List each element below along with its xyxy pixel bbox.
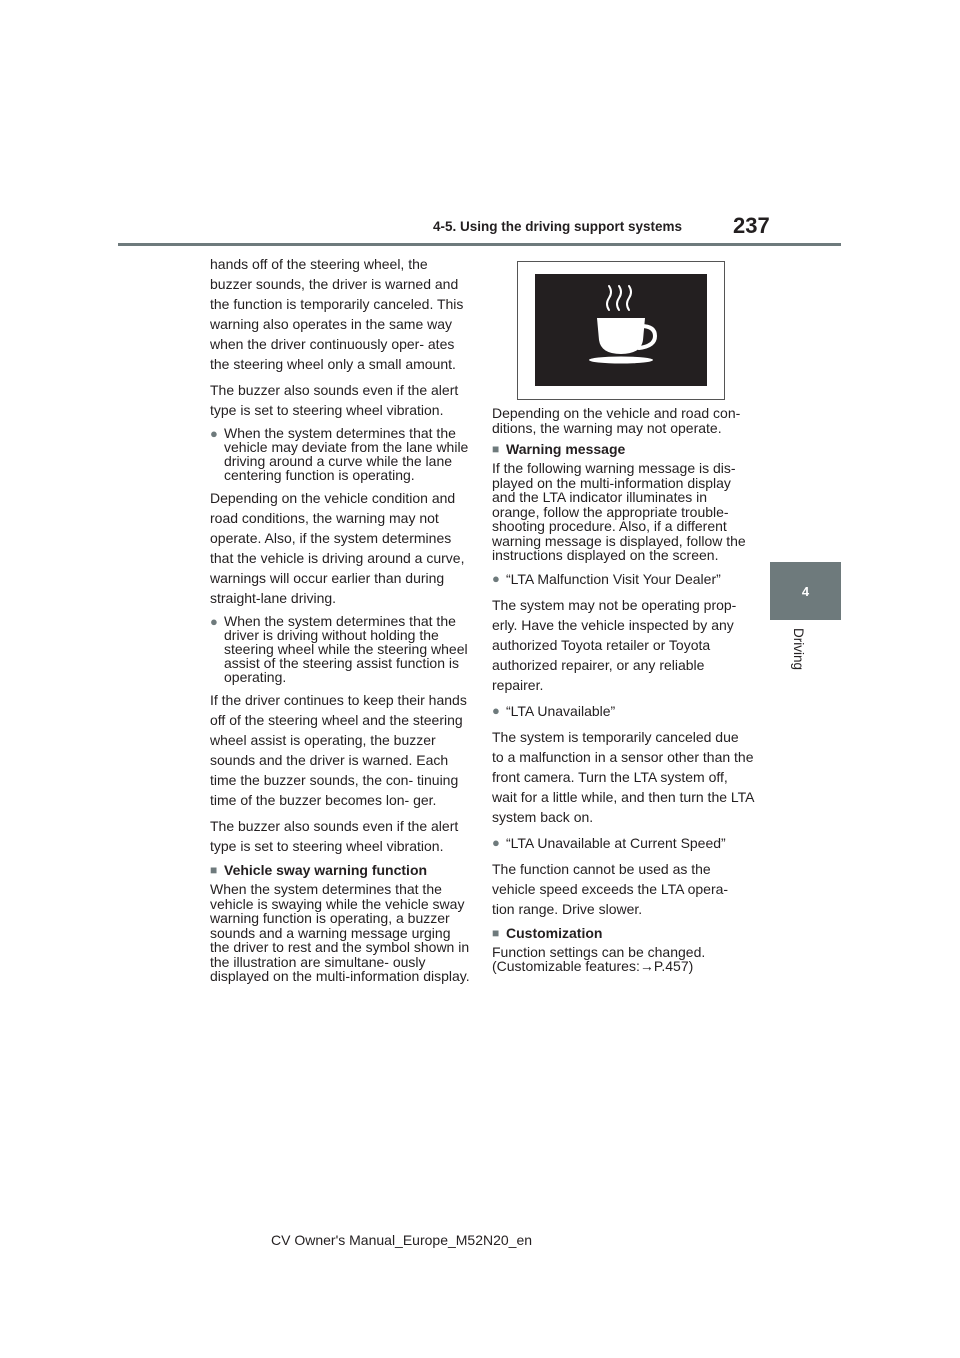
paragraph: The function cannot be used as the vehicle speed exceeds the LTA opera- tion range. Drive slower. <box>492 860 729 917</box>
bullet-dot-icon: ● <box>210 426 218 441</box>
heading-text: Warning message <box>506 441 626 457</box>
paragraph: Function settings can be changed. (Customizable features:→P.457) <box>492 943 706 974</box>
heading-text: Customization <box>506 924 603 941</box>
coffee-cup-icon <box>535 274 707 386</box>
square-bullet-icon: ■ <box>210 863 218 877</box>
right-column <box>492 406 754 980</box>
bullet-text: When the system determines that the vehicle may deviate from the lane while driving around a curve while the lane centering function is operating. <box>224 425 469 483</box>
footer-text: CV Owner's Manual_Europe_M52N20_en <box>271 1232 533 1248</box>
square-bullet-icon: ■ <box>492 442 500 456</box>
bullet-text: “LTA Unavailable at Current Speed” <box>506 834 726 851</box>
bullet-text: “LTA Unavailable” <box>506 702 616 719</box>
section-title: 4-5. Using the driving support systems <box>433 219 683 234</box>
paragraph: Depending on the vehicle condition and road conditions, the warning may not operate. Also, if the system determines that the vehicle is driving around a curve, warnings will occur earlier than during straight-lane driving. <box>210 490 465 606</box>
header-rule <box>118 243 841 246</box>
bullet-item <box>210 614 472 684</box>
paragraph: The buzzer also sounds even if the alert type is set to steering wheel vibration. <box>210 818 459 854</box>
bullet-text: When the system determines that the driver is driving without holding the steering wheel while the steering wheel assist of the steering assist function is operating. <box>224 613 468 685</box>
chapter-tab[interactable] <box>770 562 841 620</box>
bullet-item <box>210 426 472 482</box>
heading-text: Vehicle sway warning function <box>224 862 428 878</box>
section-heading <box>210 862 472 878</box>
bullet-dot-icon: ● <box>492 702 500 718</box>
paragraph: If the following warning message is dis- played on the multi-information display and the LTA indicator illuminates in orange, follow the appropriate trouble- shooting procedure. Also, if a different warning message is displayed, follow the instructions displayed on the screen. <box>492 460 746 563</box>
paragraph: The system is temporarily canceled due to a malfunction in a sensor other than the front camera. Turn the LTA system off, wait for a little while, and then turn the LTA system back on. <box>492 728 754 825</box>
section-heading <box>492 441 754 457</box>
section-heading <box>492 925 754 941</box>
paragraph: Depending on the vehicle and road con- ditions, the warning may not operate. <box>492 405 741 436</box>
paragraph: If the driver continues to keep their hands off of the steering wheel and the steering wheel assist is operating, the buzzer sounds and the driver is warned. Each time the buzzer sounds, the con- tinuing time of the buzzer becomes lon- ger. <box>210 692 467 808</box>
page-number: 237 <box>733 213 770 238</box>
square-bullet-icon: ■ <box>492 925 500 940</box>
paragraph: When the system determines that the vehicle is swaying while the vehicle sway warning function is operating, a buzzer sounds and a warning message urging the driver to rest and the symbol shown in the illustration are simultane- ously displayed on the multi-information display. <box>210 881 470 984</box>
bullet-item <box>492 701 754 721</box>
bullet-dot-icon: ● <box>492 570 500 586</box>
chapter-number: 4 <box>801 583 810 599</box>
paragraph: The system may not be operating prop- erly. Have the vehicle inspected by any authorized Toyota retailer or Toyota authorized repairer, or any reliable repairer. <box>492 596 737 693</box>
left-column <box>210 254 472 990</box>
paragraph: The buzzer also sounds even if the alert type is set to steering wheel vibration. <box>210 382 459 418</box>
chapter-label: Driving <box>791 628 806 671</box>
bullet-item <box>492 833 754 853</box>
paragraph: hands off of the steering wheel, the buzzer sounds, the driver is warned and the function is temporarily canceled. This warning also operates in the same way when the driver continuously oper- ates the steering wheel only a small amount. <box>210 256 464 372</box>
bullet-item <box>492 569 754 589</box>
illustration-frame <box>517 261 725 400</box>
bullet-dot-icon: ● <box>210 614 218 629</box>
display-screen <box>535 274 707 386</box>
bullet-text: “LTA Malfunction Visit Your Dealer” <box>506 570 721 587</box>
bullet-dot-icon: ● <box>492 834 500 850</box>
